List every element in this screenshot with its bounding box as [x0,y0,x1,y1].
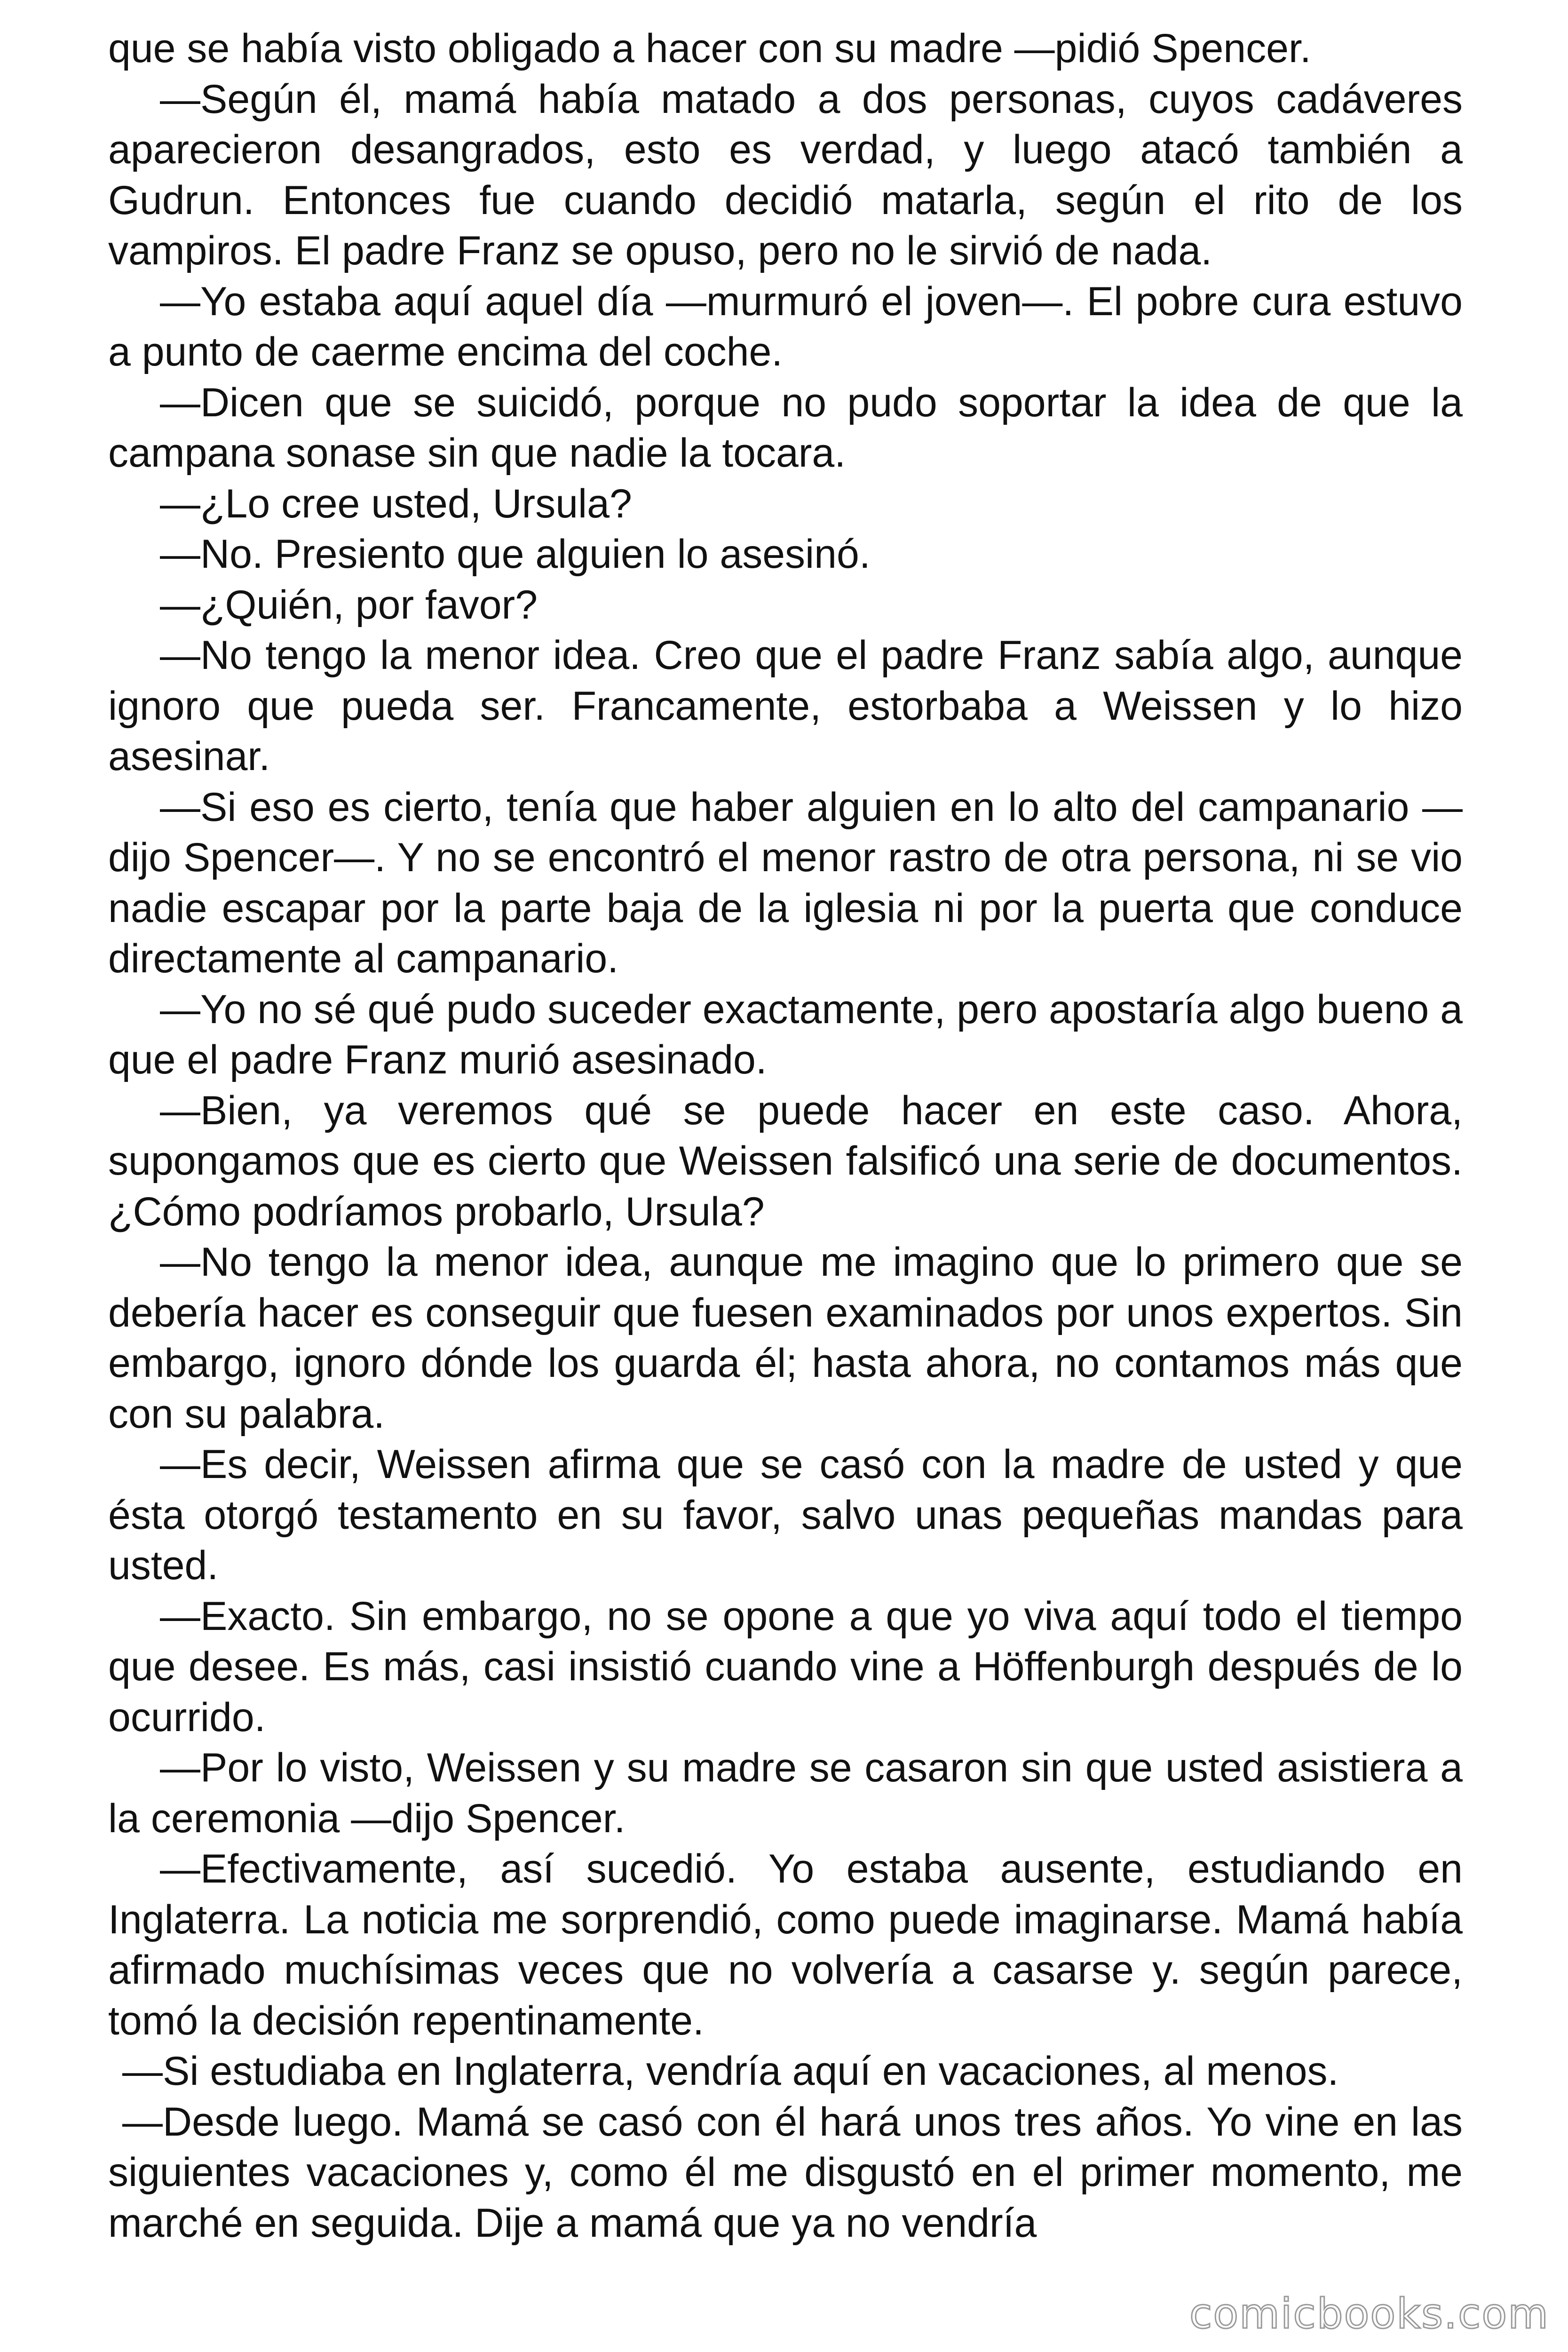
paragraph-8: —Si eso es cierto, tenía que haber alguien en lo alto del campanario —dijo Spencer—. Y no se encontró el menor rastro de otra persona, ni se vio nadie escapar por la parte baja de la iglesia ni por la puerta que conduce directamente al campanario. [108,784,1463,981]
paragraph-7: —No tengo la menor idea. Creo que el padre Franz sabía algo, aunque ignoro que pueda ser. Francamente, estorbaba a Weissen y lo hizo asesinar. [108,633,1463,779]
paragraph-3: —Dicen que se suicidó, porque no pudo soportar la idea de que la campana sonase sin que nadie la tocara. [108,380,1463,476]
paragraph-13: —Exacto. Sin embargo, no se opone a que yo viva aquí todo el tiempo que desee. Es más, casi insistió cuando vine a Höffenburgh después de lo ocurrido. [108,1593,1463,1740]
paragraph-16: —Si estudiaba en Inglaterra, vendría aquí en vacaciones, al menos. [122,2049,1339,2094]
paragraph-11: —No tengo la menor idea, aunque me imagino que lo primero que se debería hacer es conseguir que fuesen examinados por unos expertos. Sin embargo, ignoro dónde los guarda él; hasta ahora, no contamos más que con su palabra. [108,1240,1463,1437]
paragraph-15: —Efectivamente, así sucedió. Yo estaba ausente, estudiando en Inglaterra. La noticia me sorprendió, como puede imaginarse. Mamá había afirmado muchísimas veces que no volvería a casarse y. según parece, tomó la decisión repentinamente. [108,1846,1463,2043]
paragraph-2: —Yo estaba aquí aquel día —murmuró el joven—. El pobre cura estuvo a punto de caerme encima del coche. [108,278,1463,374]
paragraph-9: —Yo no sé qué pudo suceder exactamente, pero apostaría algo bueno a que el padre Franz murió asesinado. [108,986,1463,1082]
paragraph-5: —No. Presiento que alguien lo asesinó. [160,532,871,577]
paragraph-6: —¿Quién, por favor? [160,582,538,628]
paragraph-4: —¿Lo cree usted, Ursula? [160,481,632,526]
paragraph-17: —Desde luego. Mamá se casó con él hará unos tres años. Yo vine en las siguientes vacaciones y, como él me disgustó en el primer momento, me marché en seguida. Dije a mamá que ya no vendría [108,2099,1463,2246]
paragraph-1: —Según él, mamá había matado a dos personas, cuyos cadáveres aparecieron desangrados, esto es verdad, y luego atacó también a Gudrun. Entonces fue cuando decidió matarla, según el rito de los vampiros. El padre Franz se opuso, pero no le sirvió de nada. [108,76,1463,273]
paragraph-0: que se había visto obligado a hacer con su madre —pidió Spencer. [108,26,1311,71]
watermark: comicbooks.com [1189,2289,1549,2338]
book-page-text [108,24,1463,2249]
paragraph-12: —Es decir, Weissen afirma que se casó con la madre de usted y que ésta otorgó testamento en su favor, salvo unas pequeñas mandas para usted. [108,1442,1463,1588]
paragraph-10: —Bien, ya veremos qué se puede hacer en este caso. Ahora, supongamos que es cierto que Weissen falsificó una serie de documentos. ¿Cómo podríamos probarlo, Ursula? [108,1088,1463,1234]
paragraph-14: —Por lo visto, Weissen y su madre se casaron sin que usted asistiera a la ceremonia —dijo Spencer. [108,1745,1463,1841]
